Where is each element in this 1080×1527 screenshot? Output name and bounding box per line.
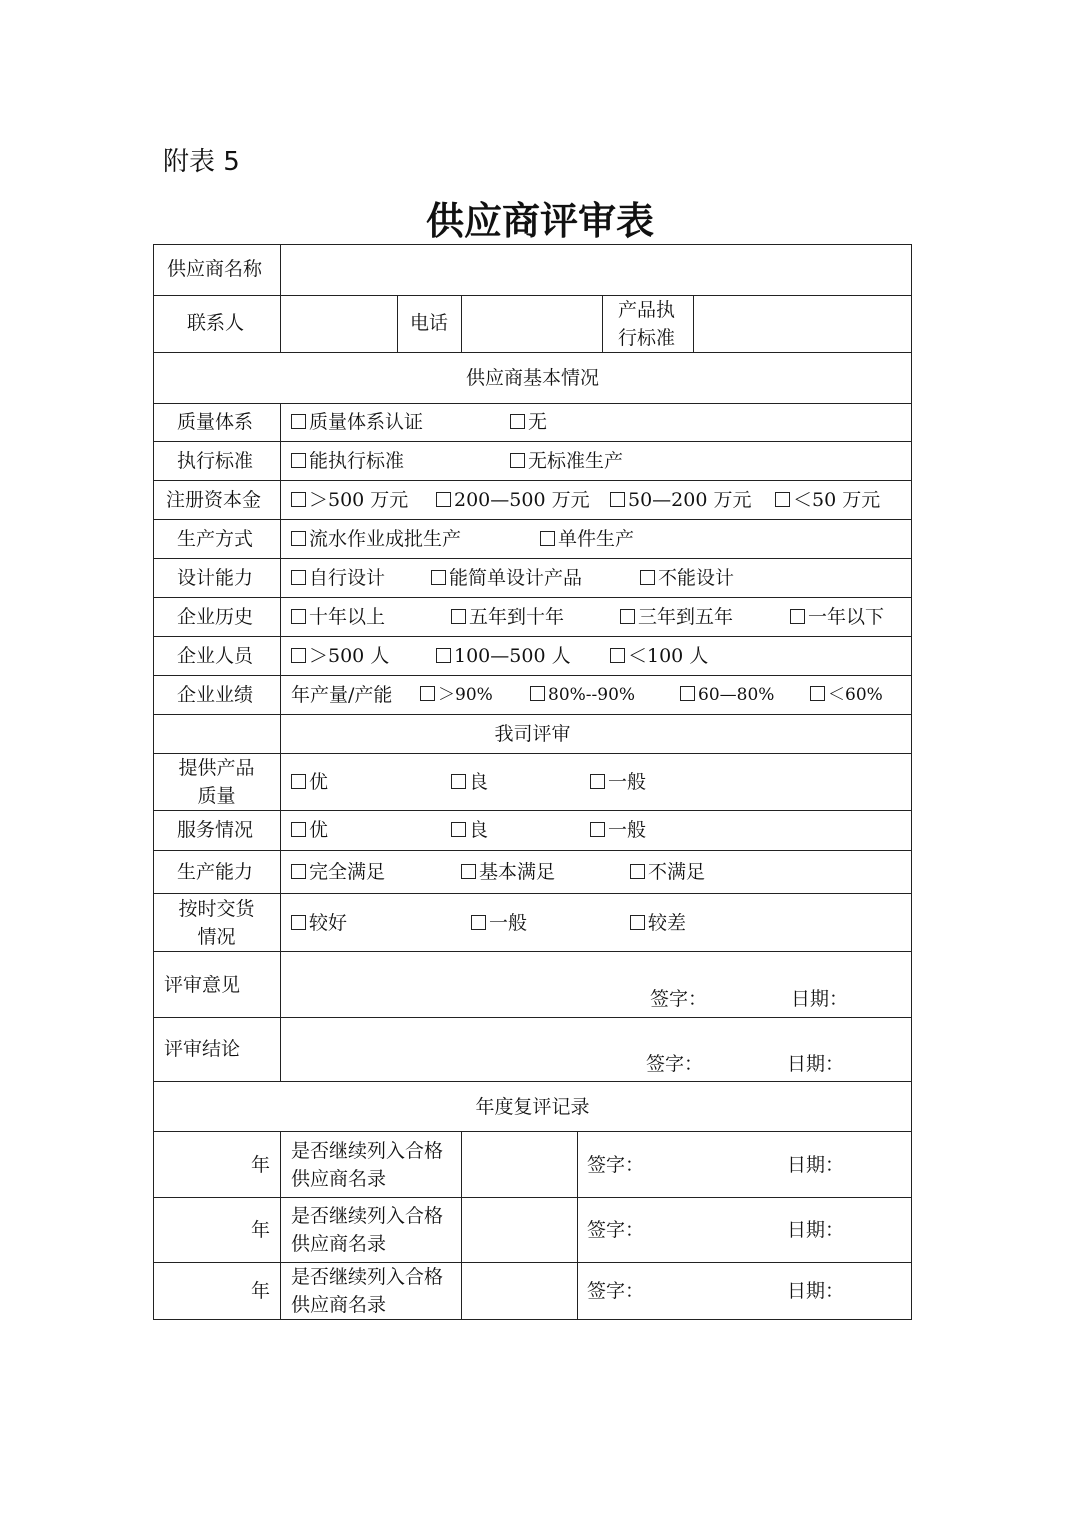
option-history-5-10[interactable]: 五年到十年 <box>451 608 564 627</box>
option-self-design[interactable]: 自行设计 <box>291 569 385 588</box>
row-label-performance: 企业业绩 <box>177 684 254 706</box>
checkbox-icon <box>790 609 805 624</box>
row-label-product-quality: 提供产品 质量 <box>178 757 255 807</box>
contact-label: 联系人 <box>187 312 245 334</box>
row-label-production-mode: 生产方式 <box>177 528 254 550</box>
checkbox-icon <box>610 648 625 663</box>
checkbox-icon <box>510 453 525 468</box>
option-no-standard[interactable]: 无标准生产 <box>510 452 623 471</box>
annual-sign-label: 签字： <box>587 1219 645 1241</box>
checkbox-icon <box>590 822 605 837</box>
checkbox-icon <box>630 864 645 879</box>
option-history-lt1[interactable]: 一年以下 <box>790 608 884 627</box>
section-annual-review: 年度复评记录 <box>475 1096 590 1118</box>
checkbox-icon <box>510 414 525 429</box>
checkbox-icon <box>436 648 451 663</box>
option-history-10plus[interactable]: 十年以上 <box>291 608 385 627</box>
option-perf-80-90[interactable]: 80%--90% <box>530 686 635 704</box>
checkbox-icon <box>630 915 645 930</box>
performance-prefix: 年产量/产能 <box>291 684 393 706</box>
row-label-staff: 企业人员 <box>177 645 254 667</box>
checkbox-icon <box>291 774 306 789</box>
checkbox-icon <box>291 570 306 585</box>
checkbox-icon <box>461 864 476 879</box>
option-batch-production[interactable]: 流水作业成批生产 <box>291 530 461 549</box>
supplier-review-table <box>153 244 912 1320</box>
checkbox-icon <box>436 492 451 507</box>
checkbox-icon <box>291 492 306 507</box>
option-single-production[interactable]: 单件生产 <box>540 530 634 549</box>
row-label-quality-system: 质量体系 <box>177 411 254 433</box>
option-service-average[interactable]: 一般 <box>590 821 646 840</box>
conclusion-sign-label: 签字： <box>646 1053 704 1075</box>
checkbox-icon <box>451 822 466 837</box>
conclusion-date-label: 日期： <box>787 1053 845 1075</box>
section-our-review: 我司评审 <box>494 723 571 745</box>
checkbox-icon <box>291 864 306 879</box>
option-capacity-basic[interactable]: 基本满足 <box>461 863 555 882</box>
checkbox-icon <box>610 492 625 507</box>
checkbox-icon <box>291 609 306 624</box>
form-title: 供应商评审表 <box>425 199 654 243</box>
option-perf-gt90[interactable]: ＞90% <box>420 686 493 704</box>
checkbox-icon <box>291 531 306 546</box>
checkbox-icon <box>451 609 466 624</box>
row-label-company-history: 企业历史 <box>177 606 254 628</box>
annual-question: 是否继续列入合格 供应商名录 <box>291 1140 444 1190</box>
row-label-registered-capital: 注册资本金 <box>166 489 262 511</box>
phone-label: 电话 <box>410 312 449 334</box>
option-quality-none[interactable]: 无 <box>510 413 547 432</box>
option-capacity-full[interactable]: 完全满足 <box>291 863 385 882</box>
option-staff-gt500[interactable]: ＞500 人 <box>291 647 389 666</box>
option-delivery-average[interactable]: 一般 <box>471 914 527 933</box>
checkbox-icon <box>680 686 695 701</box>
option-can-follow-standard[interactable]: 能执行标准 <box>291 452 404 471</box>
option-staff-100-500[interactable]: 100—500 人 <box>436 647 571 666</box>
checkbox-icon <box>431 570 446 585</box>
annual-year-label: 年 <box>251 1154 271 1176</box>
review-conclusion-label: 评审结论 <box>164 1038 241 1060</box>
checkbox-icon <box>451 774 466 789</box>
annual-year-label: 年 <box>251 1219 271 1241</box>
checkbox-icon <box>291 414 306 429</box>
appendix-label: 附表 5 <box>163 147 240 177</box>
option-capital-200-500[interactable]: 200—500 万元 <box>436 491 590 510</box>
annual-sign-label: 签字： <box>587 1280 645 1302</box>
option-quality-certified[interactable]: 质量体系认证 <box>291 413 423 432</box>
section-basic-info: 供应商基本情况 <box>465 367 599 389</box>
option-capital-50-200[interactable]: 50—200 万元 <box>610 491 751 510</box>
option-capacity-insufficient[interactable]: 不满足 <box>630 863 705 882</box>
checkbox-icon <box>291 648 306 663</box>
checkbox-icon <box>420 686 435 701</box>
option-quality-average[interactable]: 一般 <box>590 773 646 792</box>
option-service-excellent[interactable]: 优 <box>291 821 328 840</box>
annual-year-label: 年 <box>251 1280 271 1302</box>
standard-label: 产品执 行标准 <box>618 299 676 349</box>
review-opinion-label: 评审意见 <box>164 974 241 996</box>
checkbox-icon <box>775 492 790 507</box>
row-label-exec-standard: 执行标准 <box>177 450 254 472</box>
checkbox-icon <box>291 915 306 930</box>
option-simple-design[interactable]: 能简单设计产品 <box>431 569 582 588</box>
checkbox-icon <box>291 453 306 468</box>
checkbox-icon <box>640 570 655 585</box>
row-label-service: 服务情况 <box>177 819 254 841</box>
supplier-name-label: 供应商名称 <box>167 258 263 280</box>
option-quality-excellent[interactable]: 优 <box>291 773 328 792</box>
option-perf-lt60[interactable]: ＜60% <box>810 686 883 704</box>
opinion-sign-label: 签字： <box>650 988 708 1010</box>
opinion-date-label: 日期： <box>791 988 849 1010</box>
annual-question: 是否继续列入合格 供应商名录 <box>291 1205 444 1255</box>
row-label-design-ability: 设计能力 <box>177 567 254 589</box>
option-capital-gt500[interactable]: ＞500 万元 <box>291 491 408 510</box>
row-label-capacity: 生产能力 <box>177 861 254 883</box>
annual-question: 是否继续列入合格 供应商名录 <box>291 1266 444 1316</box>
annual-date-label: 日期： <box>787 1280 845 1302</box>
option-service-good[interactable]: 良 <box>451 821 488 840</box>
option-capital-lt50[interactable]: ＜50 万元 <box>775 491 880 510</box>
option-perf-60-80[interactable]: 60—80% <box>680 686 774 704</box>
checkbox-icon <box>540 531 555 546</box>
option-delivery-good[interactable]: 较好 <box>291 914 347 933</box>
option-quality-good[interactable]: 良 <box>451 773 488 792</box>
checkbox-icon <box>291 822 306 837</box>
row-label-delivery: 按时交货 情况 <box>178 898 255 948</box>
checkbox-icon <box>590 774 605 789</box>
option-cannot-design[interactable]: 不能设计 <box>640 569 734 588</box>
option-staff-lt100[interactable]: ＜100 人 <box>610 647 708 666</box>
annual-sign-label: 签字： <box>587 1154 645 1176</box>
checkbox-icon <box>471 915 486 930</box>
checkbox-icon <box>620 609 635 624</box>
option-history-3-5[interactable]: 三年到五年 <box>620 608 733 627</box>
annual-date-label: 日期： <box>787 1154 845 1176</box>
checkbox-icon <box>530 686 545 701</box>
option-delivery-poor[interactable]: 较差 <box>630 914 686 933</box>
checkbox-icon <box>810 686 825 701</box>
annual-date-label: 日期： <box>787 1219 845 1241</box>
